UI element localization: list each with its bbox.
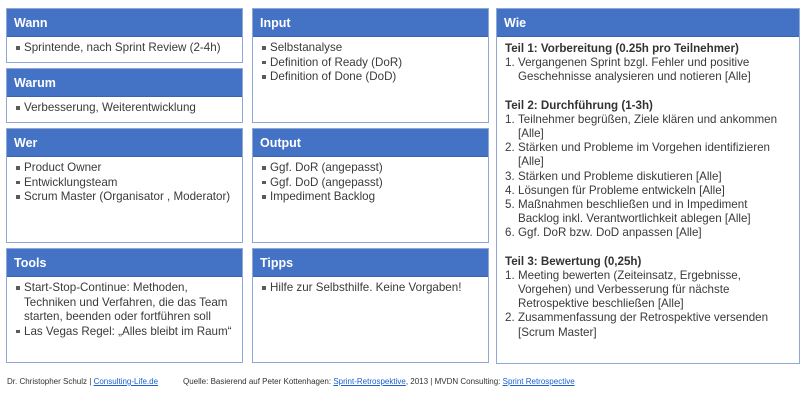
- list-item: Verbesserung, Weiterentwicklung: [15, 101, 234, 116]
- card-wann-title: Wann: [7, 9, 242, 37]
- list-item: Entwicklungsteam: [15, 176, 234, 191]
- card-tipps-title: Tipps: [253, 249, 488, 277]
- list-item: Definition of Ready (DoR): [261, 56, 480, 71]
- list-item: Las Vegas Regel: „Alles bleibt im Raum“: [15, 325, 234, 340]
- step-item: 5. Maßnahmen beschließen und in Impediment Backlog inkl. Verantwortlichkeit ablegen [Alle]: [505, 198, 751, 226]
- card-tools: [6, 248, 243, 363]
- card-input: [252, 8, 489, 123]
- step-item: 3. Stärken und Probleme diskutieren [Alle]: [505, 169, 722, 183]
- list-item: Definition of Done (DoD): [261, 70, 480, 85]
- card-output: [252, 128, 489, 243]
- list-item: Ggf. DoR (angepasst): [261, 161, 480, 176]
- card-wie-title: Wie: [497, 9, 799, 37]
- list-item: Scrum Master (Organisator , Moderator): [15, 190, 234, 205]
- footer-source: Quelle: Basierend auf Peter Kottenhagen: Sprint-Retrospektive, 2013 | MVDN Consulting: Sprint Retrospective: [183, 377, 575, 386]
- card-warum-title: Warum: [7, 69, 242, 97]
- list-item: Start-Stop-Continue: Methoden, Techniken und Verfahren, die das Team starten, beenden oder fortführen soll: [15, 281, 234, 325]
- step-item: 6. Ggf. DoR bzw. DoD anpassen [Alle]: [505, 226, 702, 240]
- source-link-kottenhagen[interactable]: Sprint-Retrospektive: [333, 377, 406, 386]
- list-item: Product Owner: [15, 161, 234, 176]
- list-item: Hilfe zur Selbsthilfe. Keine Vorgaben!: [261, 281, 480, 296]
- step-item: 1. Vergangenen Sprint bzgl. Fehler und positive Geschehnisse analysieren und notieren [Alle]: [505, 56, 751, 84]
- section-title: Teil 3: Bewertung (0,25h): [505, 254, 642, 268]
- card-wer: [6, 128, 243, 243]
- list-item: Impediment Backlog: [261, 190, 480, 205]
- section-title: Teil 1: Vorbereitung (0.25h pro Teilnehmer): [505, 42, 739, 55]
- step-item: 4. Lösungen für Probleme entwickeln [Alle]: [505, 183, 725, 197]
- list-item: Selbstanalyse: [261, 41, 480, 56]
- list-item: Ggf. DoD (angepasst): [261, 176, 480, 191]
- list-item: Sprintende, nach Sprint Review (2-4h): [15, 41, 234, 56]
- author-link[interactable]: Consulting-Life.de: [93, 377, 159, 386]
- card-wie: [496, 8, 800, 364]
- step-item: 1. Teilnehmer begrüßen, Ziele klären und ankommen [Alle]: [505, 112, 778, 141]
- step-item: 1. Meeting bewerten (Zeiteinsatz, Ergebnisse, Vorgehen) und Verbesserung für nächste Retrospektive beschließen [Alle]: [505, 268, 741, 311]
- step-item: 2. Stärken und Probleme im Vorgehen identifizieren [Alle]: [505, 141, 770, 169]
- card-wer-title: Wer: [7, 129, 242, 157]
- card-warum: [6, 68, 243, 123]
- section-title: Teil 2: Durchführung (1-3h): [505, 98, 653, 112]
- source-link-mvdn[interactable]: Sprint Retrospective: [502, 377, 575, 386]
- card-tools-title: Tools: [7, 249, 242, 277]
- card-output-title: Output: [253, 129, 488, 157]
- card-wann: [6, 8, 243, 63]
- footer-author: Dr. Christopher Schulz | Consulting-Life.de: [7, 377, 159, 386]
- card-tipps: [252, 248, 489, 363]
- card-input-title: Input: [253, 9, 488, 37]
- step-item: 2. Zusammenfassung der Retrospektive versenden [Scrum Master]: [505, 311, 769, 339]
